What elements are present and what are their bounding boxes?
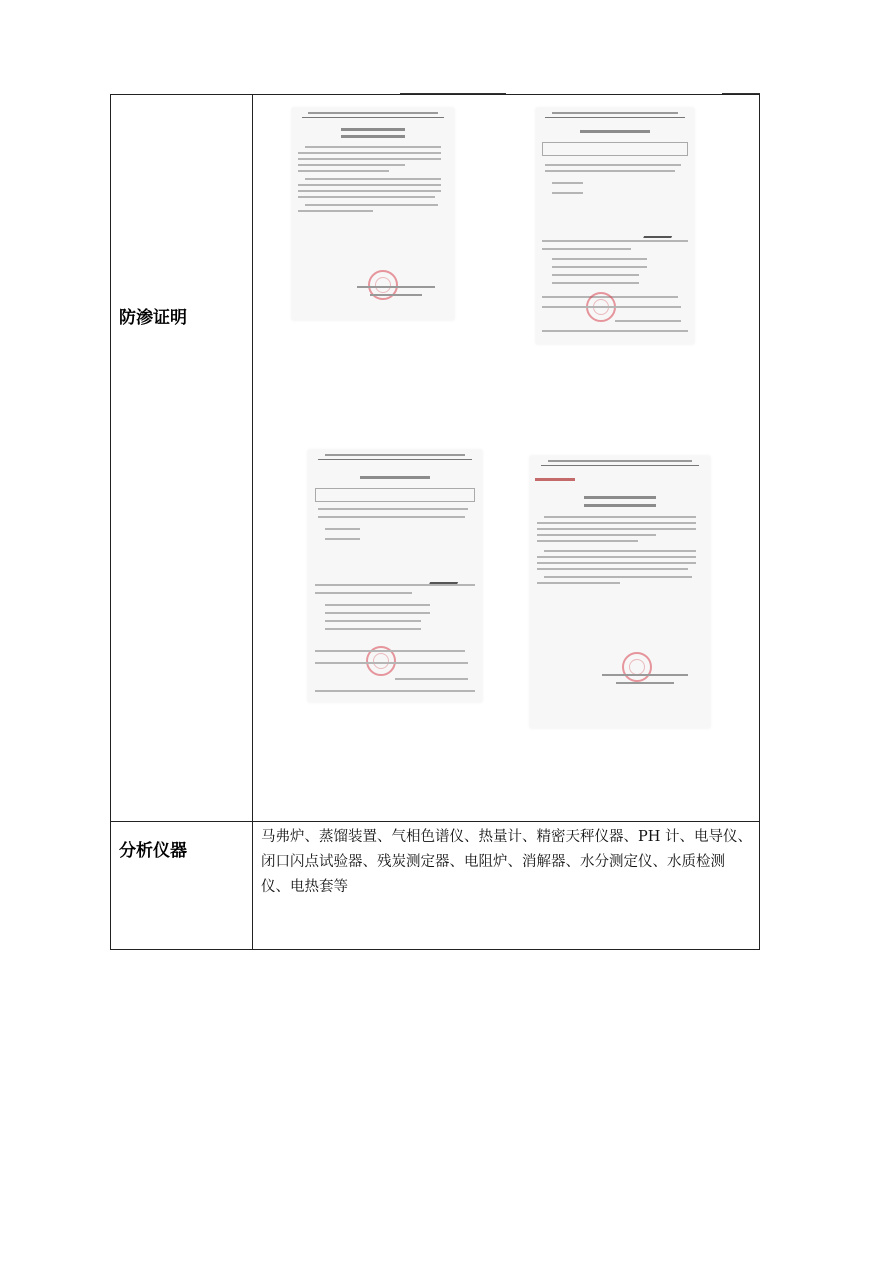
header-rule	[722, 93, 760, 94]
analysis-instruments-list: 马弗炉、蒸馏装置、气相色谱仪、热量计、精密天秤仪器、PH 计、电导仪、闭口闪点试验器、残炭测定器、电阻炉、消解器、水分测定仪、水质检测仪、电热套等	[261, 829, 753, 895]
signature-icon	[643, 226, 677, 238]
scanned-acceptance-form	[536, 108, 694, 344]
row-label-seepage-proof: 防渗证明	[119, 308, 187, 328]
header-rule	[400, 93, 506, 94]
scanned-attachment-report	[530, 456, 710, 728]
signature-icon	[429, 572, 463, 584]
row-divider	[111, 821, 759, 822]
row-label-analysis-instruments: 分析仪器	[119, 841, 187, 861]
scanned-report-page	[292, 108, 454, 320]
red-seal-icon	[622, 652, 652, 682]
scanned-acceptance-form	[308, 450, 482, 702]
